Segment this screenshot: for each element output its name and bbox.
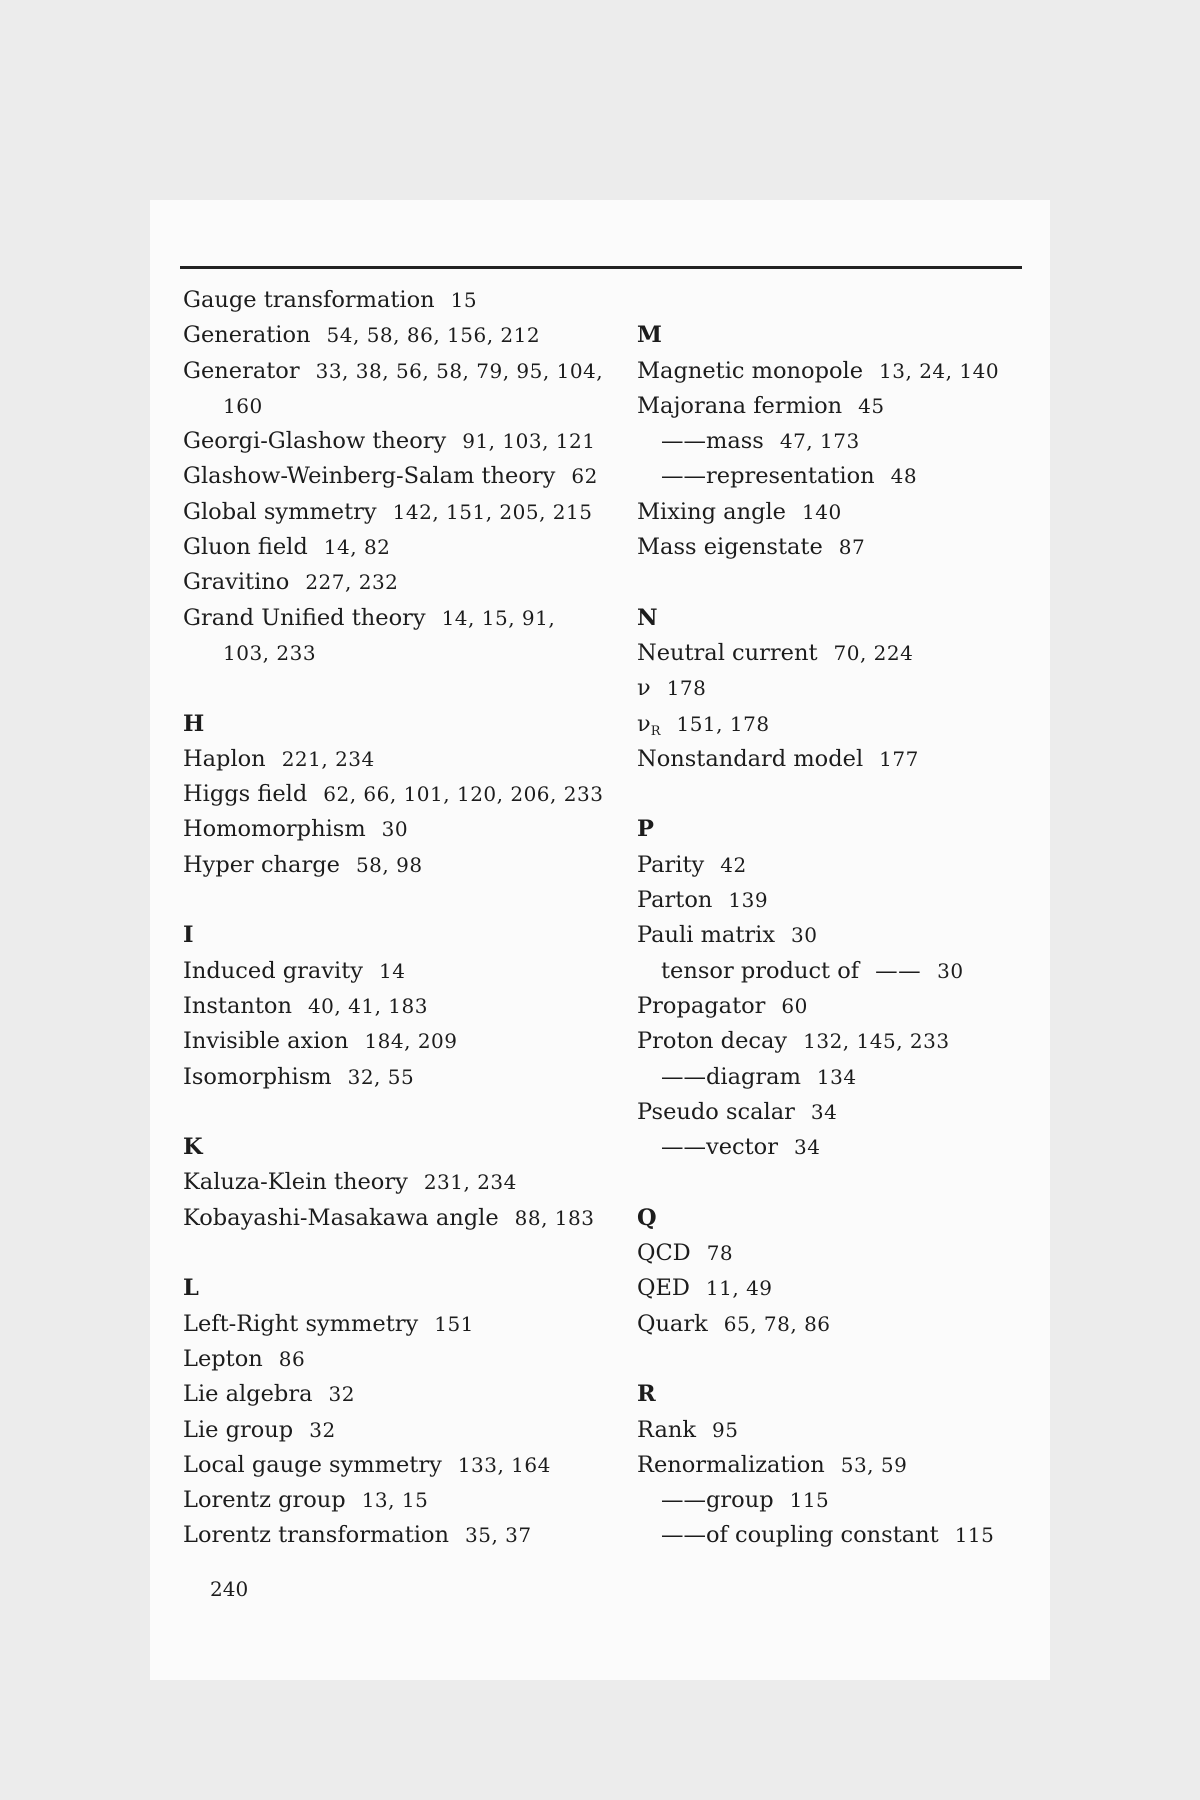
index-term: ν [637, 710, 651, 737]
index-pages: 14, 15, 91, [441, 605, 556, 630]
index-term: —— representation [661, 463, 875, 489]
index-pages: 45 [858, 393, 885, 418]
index-pages: 133, 164 [457, 1452, 551, 1477]
index-pages: 62, 66, 101, 120, 206, 233 [323, 782, 604, 807]
index-term: Nonstandard model [637, 745, 864, 772]
index-term: Mixing angle [637, 498, 786, 525]
index-pages: 103, 233 [223, 640, 317, 665]
index-pages: 32 [309, 1417, 336, 1442]
index-term: Hyper charge [183, 851, 340, 878]
index-entry [183, 424, 643, 459]
index-pages: 13, 24, 140 [879, 358, 1000, 383]
index-pages: 87 [838, 535, 866, 560]
index-entry [637, 1271, 1097, 1306]
index-entry [183, 1377, 643, 1412]
index-term: Proton decay [637, 1028, 788, 1055]
index-pages: 88, 183 [514, 1205, 595, 1230]
index-entry [183, 1165, 643, 1200]
index-entry [183, 1342, 643, 1377]
index-entry [637, 671, 1097, 706]
index-term: Left-Right symmetry [183, 1310, 419, 1337]
index-pages: 54, 58, 86, 156, 212 [326, 323, 541, 348]
index-pages: 35, 37 [465, 1523, 532, 1548]
index-pages: 62 [571, 464, 598, 489]
index-pages: 32, 55 [347, 1064, 415, 1089]
index-term: —— diagram [661, 1064, 801, 1090]
index-pages: 115 [789, 1488, 830, 1513]
index-term: Quark [637, 1310, 708, 1337]
index-pages: 134 [816, 1064, 857, 1089]
index-term: Local gauge symmetry [183, 1451, 442, 1478]
index-entry [637, 354, 1097, 389]
spacer [637, 777, 1097, 812]
index-term: Georgi-Glashow theory [183, 428, 447, 455]
index-term: Generator [183, 357, 300, 384]
index-pages: 14 [378, 958, 406, 983]
spacer [637, 565, 1097, 600]
index-pages: 70, 224 [833, 640, 914, 665]
index-term: Global symmetry [183, 498, 377, 525]
index-pages: 160 [223, 393, 263, 418]
index-pages: 140 [802, 499, 842, 524]
index-pages: 34 [810, 1099, 838, 1124]
index-entry [637, 636, 1097, 671]
index-pages: 142, 151, 205, 215 [392, 499, 593, 524]
index-term: Mass eigenstate [637, 534, 823, 561]
index-term: QCD [637, 1240, 691, 1267]
index-term-subscript: R [650, 723, 661, 739]
index-term: Lorentz transformation [183, 1522, 450, 1549]
index-pages: 53, 59 [840, 1452, 908, 1477]
index-entry [637, 989, 1097, 1024]
section-letter: M [637, 322, 662, 349]
section-letter: R [637, 1381, 656, 1408]
index-entry [637, 1483, 1097, 1518]
index-term: Generation [183, 322, 311, 349]
index-entry [637, 1024, 1097, 1059]
index-entry [183, 812, 643, 847]
index-entry [183, 283, 643, 318]
index-entry [183, 565, 643, 600]
index-term: —— group [661, 1487, 774, 1513]
index-term: Pseudo scalar [637, 1098, 795, 1125]
index-pages: 86 [278, 1346, 306, 1371]
index-entry [637, 848, 1097, 883]
index-term: Induced gravity [183, 957, 363, 984]
index-entry [183, 1483, 643, 1518]
index-term: Gauge transformation [183, 287, 435, 313]
spacer [183, 883, 643, 918]
index-entry [637, 883, 1097, 918]
index-entry [183, 1448, 643, 1483]
index-pages: 15 [450, 288, 478, 312]
index-pages: 132, 145, 233 [803, 1029, 950, 1054]
section-letter: P [637, 816, 654, 843]
index-entry [637, 1236, 1097, 1271]
index-pages: 95 [712, 1417, 739, 1442]
index-term: Lie algebra [183, 1381, 313, 1408]
index-pages: 177 [879, 746, 919, 771]
index-term: Propagator [637, 992, 766, 1019]
index-term: Gluon field [183, 534, 308, 561]
index-pages: 11, 49 [705, 1276, 773, 1301]
spacer [183, 1236, 643, 1271]
index-entry [183, 1060, 643, 1095]
index-entry [637, 530, 1097, 565]
index-pages: 34 [793, 1135, 821, 1160]
index-entry [183, 777, 643, 812]
index-pages: 47, 173 [779, 429, 860, 454]
index-entry [183, 1024, 643, 1059]
index-entry [637, 954, 1097, 989]
index-term: Magnetic monopole [637, 357, 864, 384]
index-entry [183, 318, 643, 353]
index-entry [637, 1060, 1097, 1095]
index-column-left [183, 283, 643, 1554]
section-letter: L [183, 1275, 199, 1302]
index-term: Glashow-Weinberg-Salam theory [183, 463, 556, 490]
section-letter: I [183, 922, 194, 949]
index-term: Invisible axion [183, 1028, 349, 1055]
index-term: Instanton [183, 992, 292, 1019]
index-term: QED [637, 1275, 690, 1302]
index-entry [183, 459, 643, 494]
index-term: Isomorphism [183, 1063, 332, 1090]
index-entry [183, 530, 643, 565]
index-entry [637, 918, 1097, 953]
index-entry [637, 1307, 1097, 1342]
index-pages: 30 [381, 817, 409, 842]
index-entry [183, 601, 643, 636]
index-pages: 13, 15 [361, 1488, 429, 1513]
page-number: 240 [210, 1577, 249, 1601]
index-entry [637, 1518, 1097, 1553]
index-entry [183, 1201, 643, 1236]
index-term: Renormalization [637, 1451, 825, 1478]
index-entry [183, 742, 643, 777]
index-entry [637, 1413, 1097, 1448]
index-entry [183, 354, 643, 389]
index-pages: 14, 82 [323, 535, 391, 560]
index-term: Lepton [183, 1345, 263, 1372]
index-entry [637, 1448, 1097, 1483]
index-pages: 184, 209 [364, 1029, 458, 1054]
index-pages: 91, 103, 121 [462, 429, 596, 454]
index-term: ν [637, 675, 651, 702]
index-term: Parity [637, 851, 705, 878]
index-term: Homomorphism [183, 816, 366, 843]
spacer [637, 283, 1097, 318]
index-entry [637, 707, 1097, 742]
index-term: Haplon [183, 745, 266, 772]
section-letter: N [637, 604, 658, 631]
index-term: —— mass [661, 428, 764, 454]
index-pages: 48 [890, 464, 918, 489]
index-pages: 227, 232 [305, 570, 399, 595]
index-entry [183, 636, 643, 671]
index-column-right [637, 283, 1097, 1554]
spacer [183, 1095, 643, 1130]
header-rule [180, 266, 1022, 269]
index-entry [183, 989, 643, 1024]
index-pages: 32 [328, 1382, 355, 1407]
section-letter: H [183, 710, 205, 737]
index-pages: 139 [728, 888, 769, 913]
index-entry [183, 1307, 643, 1342]
index-pages: 58, 98 [355, 852, 423, 877]
index-entry [637, 742, 1097, 777]
index-pages: 231, 234 [423, 1170, 517, 1195]
index-pages: 40, 41, 183 [307, 993, 428, 1018]
index-term: Lorentz group [183, 1487, 346, 1514]
index-entry [183, 389, 643, 424]
index-term: Lie group [183, 1416, 294, 1443]
index-entry [183, 1518, 643, 1553]
index-pages: 151 [434, 1311, 474, 1336]
index-term: tensor product of [661, 957, 860, 984]
section-letter: K [183, 1134, 203, 1161]
index-term: Pauli matrix [637, 922, 776, 949]
index-pages: 42 [720, 852, 747, 877]
index-entry [637, 424, 1097, 459]
index-entry [183, 1413, 643, 1448]
index-pages: 65, 78, 86 [723, 1311, 831, 1336]
index-term: Parton [637, 887, 713, 914]
index-entry [183, 954, 643, 989]
index-pages: 60 [781, 993, 808, 1018]
index-pages: 221, 234 [281, 746, 375, 771]
spacer [183, 671, 643, 706]
index-pages: 78 [706, 1241, 734, 1266]
index-pages: 151, 178 [676, 711, 770, 736]
section-letter: Q [637, 1204, 657, 1231]
index-entry [183, 495, 643, 530]
index-term: —— of coupling constant [661, 1522, 939, 1548]
index-pages: 178 [666, 676, 707, 701]
spacer [637, 1165, 1097, 1200]
index-term: Higgs field [183, 781, 308, 808]
index-entry [183, 848, 643, 883]
index-term: Majorana fermion [637, 392, 843, 419]
index-term: Kaluza-Klein theory [183, 1169, 408, 1196]
index-pages: 30 [791, 923, 818, 948]
index-term: Kobayashi-Masakawa angle [183, 1204, 499, 1231]
index-term: Gravitino [183, 569, 290, 596]
index-term: Grand Unified theory [183, 604, 426, 631]
index-entry [637, 1095, 1097, 1130]
index-pages: 33, 38, 56, 58, 79, 95, 104, [315, 358, 604, 383]
index-term: Rank [637, 1416, 696, 1443]
index-entry [637, 1130, 1097, 1165]
index-entry [637, 389, 1097, 424]
index-pages: 115 [954, 1523, 995, 1548]
index-entry [637, 459, 1097, 494]
index-term: —— vector [661, 1134, 778, 1160]
index-entry [637, 495, 1097, 530]
index-pages: —— 30 [875, 959, 963, 983]
index-term: Neutral current [637, 639, 818, 666]
spacer [637, 1342, 1097, 1377]
